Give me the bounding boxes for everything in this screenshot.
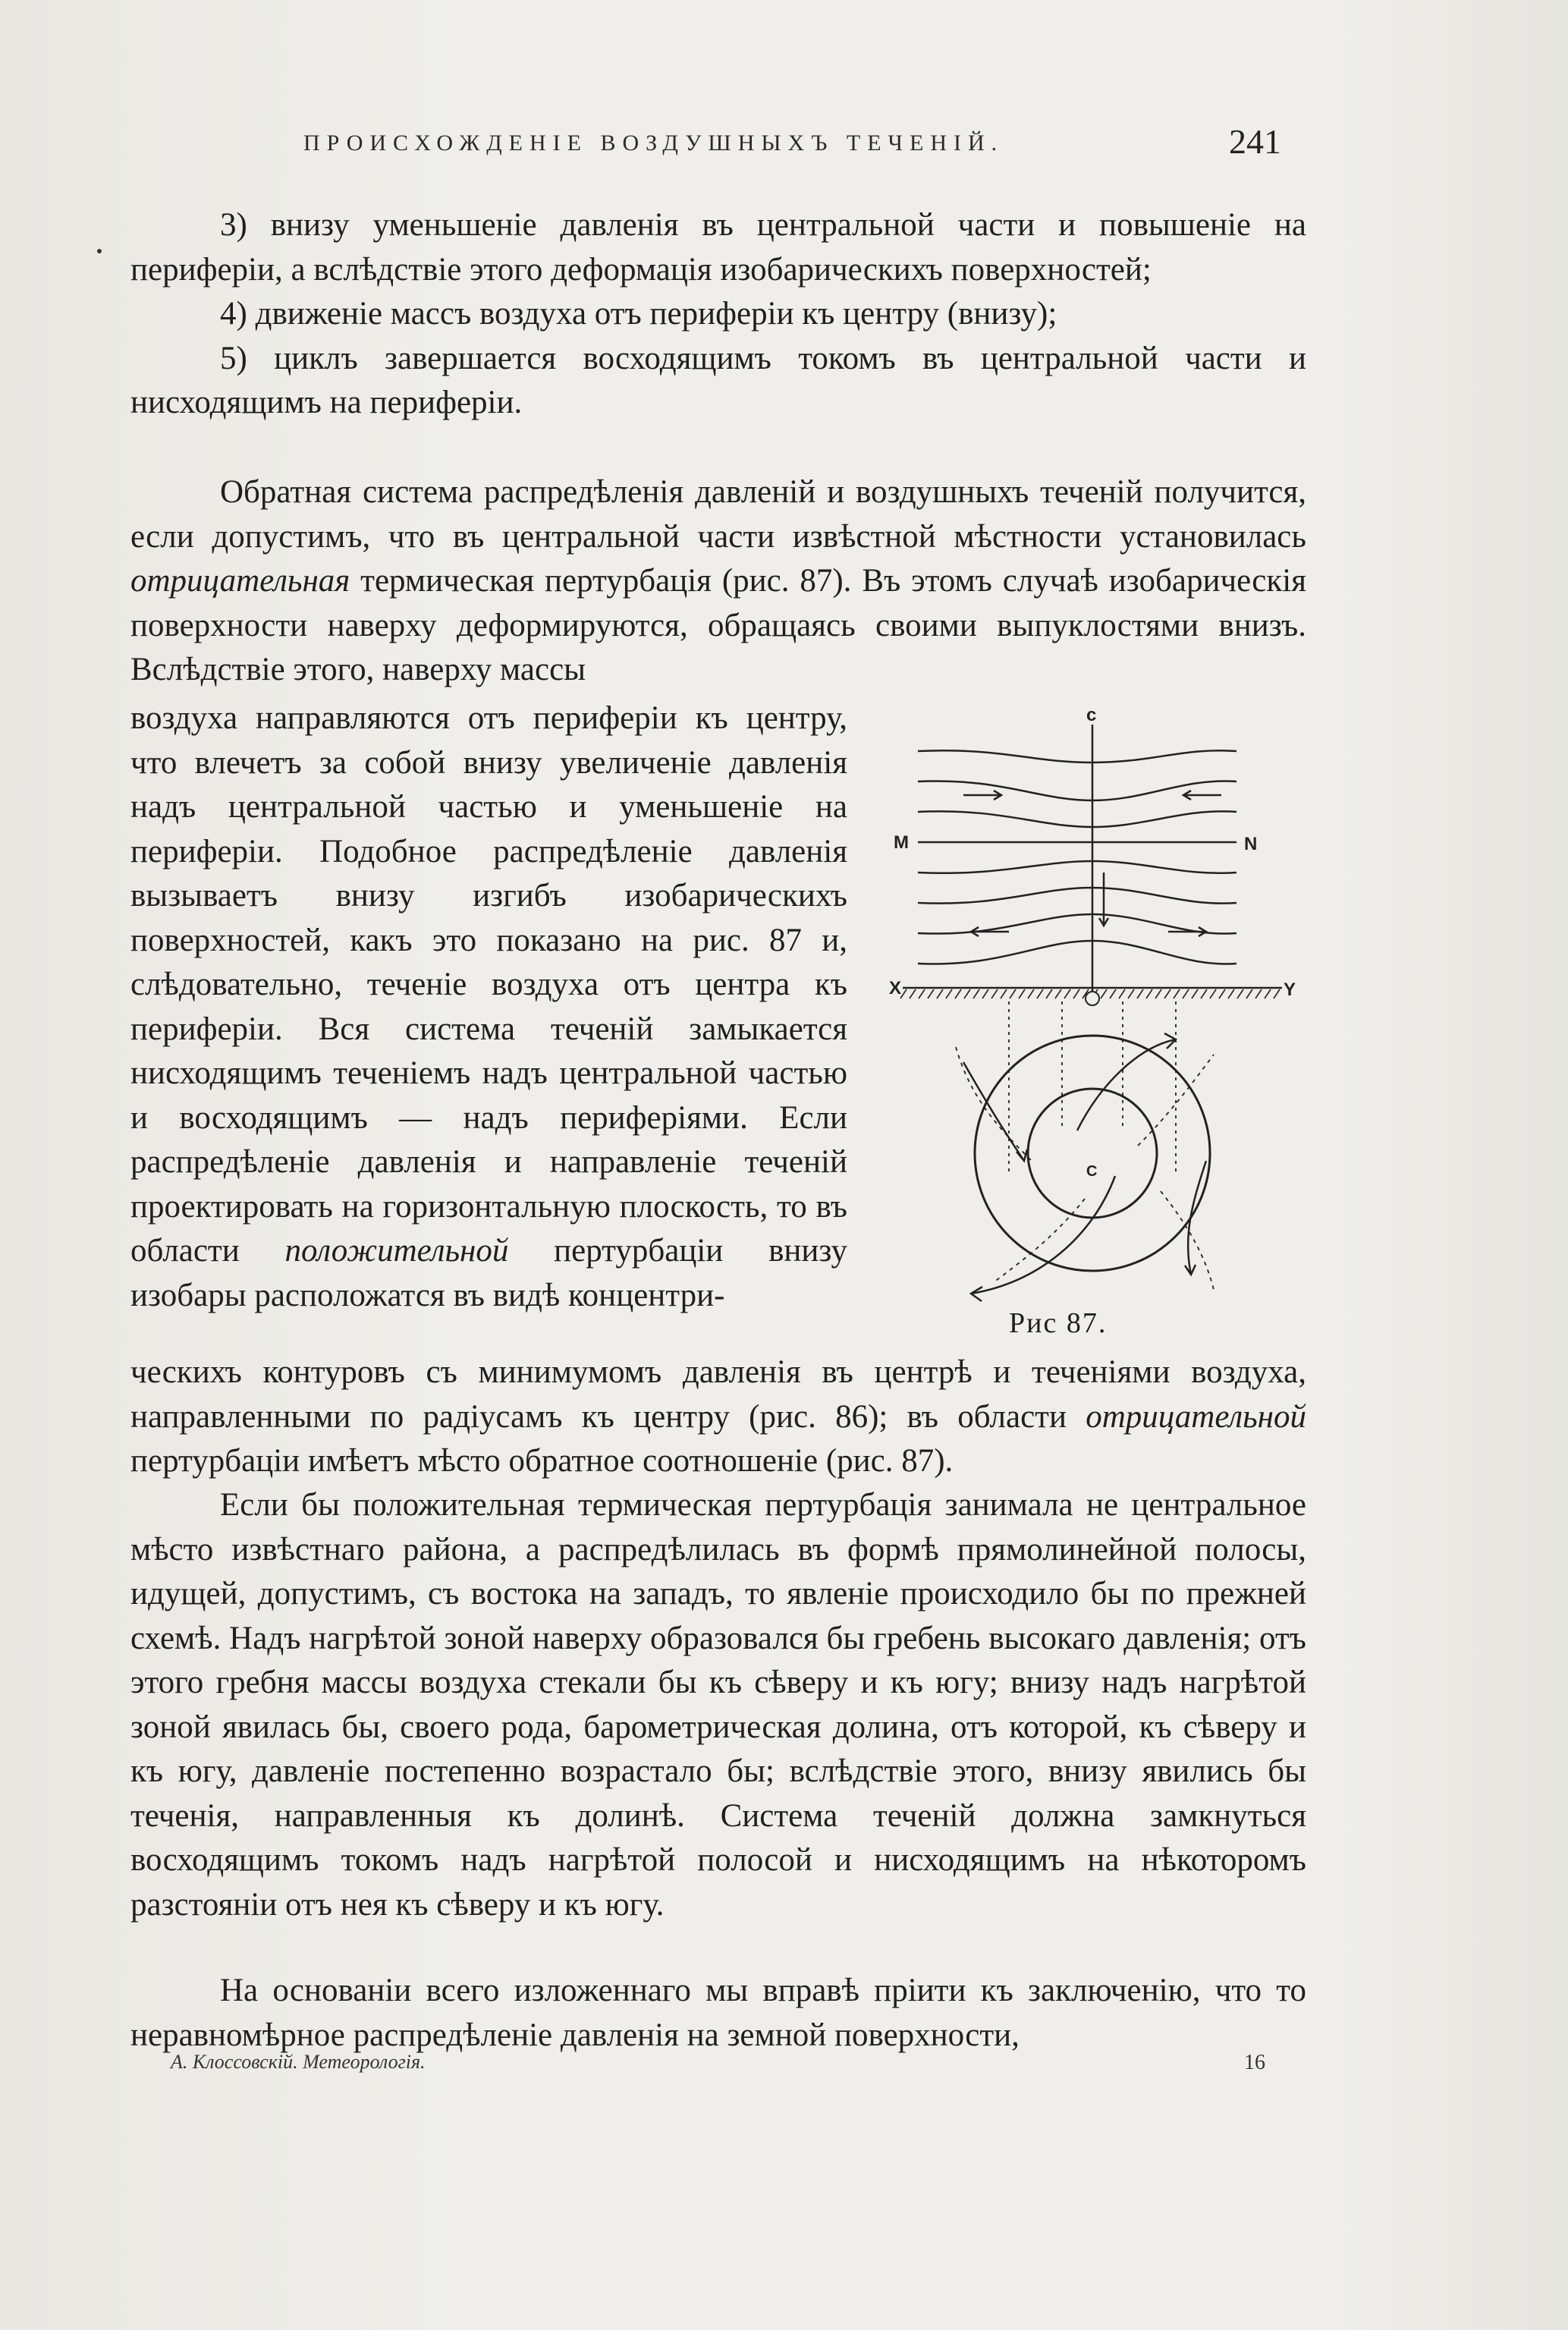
running-title: ПРОИСХОЖДЕНІЕ ВОЗДУШНЫХЪ ТЕЧЕНІЙ.: [303, 130, 1004, 156]
paragraph-1-narrow: [130, 696, 847, 1318]
label-center-c: C: [1086, 1163, 1098, 1180]
label-n: N: [1244, 834, 1258, 854]
paragraph-1-text-a: Обратная система распредѣленія давленій и воздушныхъ теченій получится, если допустимъ, что въ центральной части извѣстной мѣстности установилась: [130, 474, 1306, 555]
footer-sheet-number: 16: [1244, 2051, 1265, 2074]
list-item: 3) внизу уменьшеніе давленія въ центральной части и повышеніе на периферіи, а вслѣдствіе этого деформація изобарическихъ поверхностей;: [130, 207, 1306, 288]
paragraph-1-end-text-a: ческихъ контуровъ съ минимумомъ давленія въ центрѣ и теченіями воздуха, направленными по радіусамъ къ центру (рис. 86); въ области: [130, 1354, 1306, 1435]
paragraph-3: На основаніи всего изложеннаго мы вправѣ пріити къ заключенію, что то неравномѣрное распредѣленіе давленія на земной поверхности,: [130, 1973, 1306, 2053]
outer-isobar-circle: [975, 1036, 1210, 1271]
paragraph-1-text-b: термическая пертурбація (рис. 87). Въ этомъ случаѣ изобарическія поверхности наверху деформируются, обращаясь своими выпуклостями внизъ. Вслѣдствіе этого, наверху массы: [130, 563, 1306, 687]
isobar-line: [918, 750, 1236, 763]
emphasis-polozhitelnoy: положительной: [284, 1233, 509, 1269]
paragraph-2: Если бы положительная термическая пертурбація занимала не центральное мѣсто извѣстнаго района, а распредѣлилась въ формѣ прямолинейной полосы, идущей, допустимъ, съ востока на западъ, то явленіе происходило бы по прежней схемѣ. Надъ нагрѣтой зоной наверху образовался бы гребень высокаго давленія; отъ этого гребня массы воздуха стекали бы къ сѣверу и къ югу; внизу надъ нагрѣтой зоной явилась бы, своего рода, барометрическая долина, отъ которой, къ сѣверу и къ югу, давленіе постепенно возрастало бы; вслѣдствіе этого, внизу явились бы теченія, направленныя къ долинѣ. Система теченій должна замкнуться восходящимъ токомъ надъ нагрѣтой полосой и нисходящимъ на нѣкоторомъ разстояніи отъ нея къ сѣверу и къ югу.: [130, 1487, 1306, 1923]
page-number: 241: [1229, 122, 1281, 161]
label-m: M: [894, 832, 909, 853]
emphasis-otricatelnoy: отрицательной: [1086, 1398, 1306, 1435]
figure-87-diagram: [888, 706, 1297, 1358]
list-item: 4) движеніе массъ воздуха отъ периферіи къ центру (внизу);: [220, 296, 1057, 332]
stray-mark: [97, 249, 102, 253]
figure-caption: Рис 87.: [1009, 1307, 1108, 1339]
list-item: 5) циклъ завершается восходящимъ токомъ въ центральной части и нисходящимъ на периферіи.: [130, 340, 1306, 420]
isobar-line: [918, 914, 1236, 934]
inner-isobar-circle: [1028, 1089, 1157, 1218]
label-x: X: [889, 978, 902, 998]
isobar-line: [918, 941, 1236, 964]
label-top-c: c: [1086, 706, 1097, 725]
paragraph-1-end: [130, 1351, 1306, 1484]
paragraph-1-end-text-b: пертурбаціи имѣетъ мѣсто обратное соотношеніе (рис. 87).: [130, 1443, 954, 1479]
paragraph-1-narrow-text-a: воздуха направляются отъ периферіи къ центру, что влечетъ за собой внизу увеличеніе давленія надъ центральной частью и уменьшеніе на периферіи. Подобное распредѣленіе давленія вызываетъ внизу изгибъ изобарическихъ поверхностей, какъ это показано на рис. 87 и, слѣдовательно, теченіе воздуха отъ центра къ периферіи. Вся система теченій замыкается нисходящимъ теченіемъ надъ центральной частью и восходящимъ — надъ периферіями. Если распредѣленіе давленія и направленіе теченій проектировать на горизонтальную плоскость, то въ области: [130, 700, 847, 1269]
isobar-line: [918, 811, 1236, 827]
footer-signature: А. Клоссовскій. Метеорологія.: [171, 2051, 426, 2073]
isobar-line: [918, 888, 1236, 904]
isobar-line: [918, 861, 1236, 873]
paragraph-1: [130, 470, 1306, 693]
paragraph-1-narrow-text-b: пертурбаціи внизу изобары расположатся въ видѣ концентри-: [130, 1233, 847, 1313]
list-block: [130, 203, 1306, 426]
label-y: Y: [1284, 979, 1296, 1000]
emphasis-otricatelnaya: отрицательная: [130, 563, 350, 599]
